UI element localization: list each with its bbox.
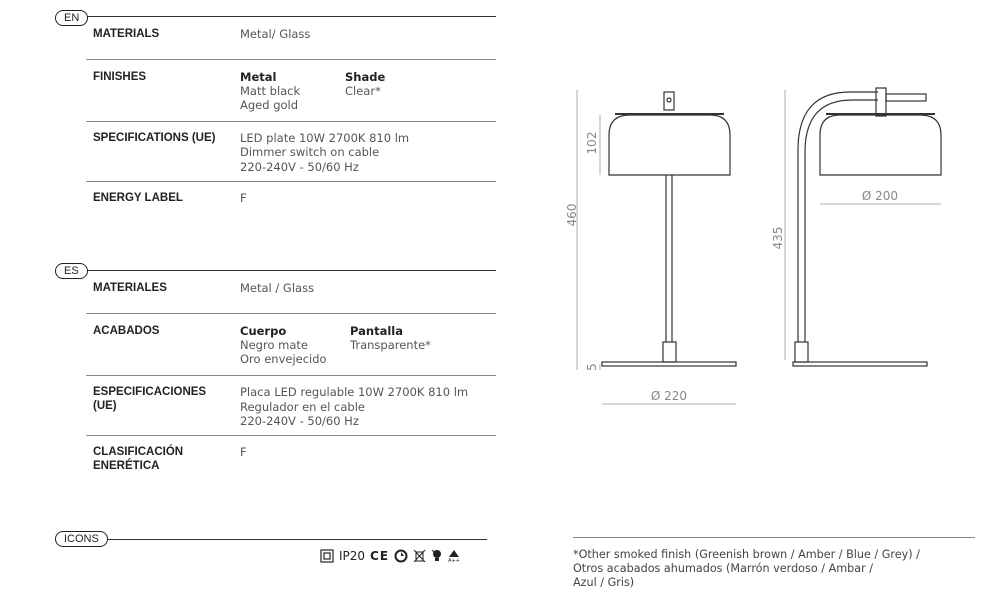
- finishes-shade-item: Clear*: [345, 84, 381, 98]
- footnote-line-text: Otros acabados ahumados (Marrón verdoso / Ambar /: [573, 562, 874, 575]
- materiales-value: Metal / Glass: [240, 281, 315, 295]
- side-base-collar: [795, 342, 808, 362]
- lamp-technical-drawing: [560, 80, 980, 410]
- es-divider-1: [86, 313, 496, 314]
- front-view: [602, 92, 736, 366]
- finishes-metal-item: Matt black: [240, 84, 301, 98]
- dim-460-text: 460: [565, 203, 579, 227]
- dimmable-bulb-icon: [431, 549, 443, 563]
- double-insulation-icon: [320, 549, 334, 563]
- dim-200-text: Ø 200: [861, 189, 899, 203]
- en-section-tag: EN: [55, 10, 88, 26]
- spec-line: 220-240V - 50/60 Hz: [240, 160, 359, 174]
- en-header-line: [70, 16, 496, 17]
- materials-label: MATERIALS: [93, 28, 160, 40]
- acabados-label: ACABADOS: [93, 325, 160, 337]
- en-divider-3: [86, 181, 496, 182]
- especificacion-line: Regulador en el cable: [240, 400, 365, 414]
- recycle-icon: [394, 549, 408, 563]
- energy-class-icon: [448, 548, 460, 564]
- footnote-line-text: Azul / Gris): [573, 576, 635, 589]
- side-arm-outer: [798, 92, 878, 342]
- especificacion-line: Placa LED regulable 10W 2700K 810 lm: [240, 385, 469, 399]
- front-shade: [609, 115, 730, 175]
- especificacion-line: 220-240V - 50/60 Hz: [240, 414, 359, 428]
- especificaciones-label: ESPECIFICACIONES: [93, 386, 207, 398]
- dim-5-text: 5: [585, 363, 599, 371]
- footnote-line-text: *Other smoked finish (Greenish brown / Amber / Blue / Grey) /: [573, 548, 920, 561]
- acabados-cuerpo-item: Negro mate: [240, 338, 308, 352]
- icons-section-tag: ICONS: [55, 531, 108, 547]
- materiales-label: MATERIALES: [93, 282, 167, 294]
- es-divider-2: [86, 375, 496, 376]
- finishes-label: FINISHES: [93, 71, 147, 83]
- en-divider-2: [86, 121, 496, 122]
- es-section-tag: ES: [55, 263, 88, 279]
- acabados-pantalla-heading: Pantalla: [350, 324, 403, 338]
- dim-435-text: 435: [771, 226, 785, 250]
- en-divider-1: [86, 59, 496, 60]
- spec-line: LED plate 10W 2700K 810 lm: [240, 131, 410, 145]
- certification-icons: [320, 548, 460, 564]
- front-base-plate: [602, 362, 736, 366]
- especificaciones-label: (UE): [93, 400, 117, 412]
- side-view: [793, 88, 941, 366]
- side-arm-inner: [805, 100, 878, 342]
- materials-value: Metal/ Glass: [240, 27, 311, 41]
- dim-220-text: Ø 220: [650, 389, 688, 403]
- front-knob-hole: [667, 98, 671, 102]
- acabados-cuerpo-heading: Cuerpo: [240, 324, 287, 338]
- finishes-metal-item: Aged gold: [240, 98, 299, 112]
- energy-class-small-text: A++: [448, 557, 460, 564]
- finishes-shade-heading: Shade: [345, 70, 386, 84]
- front-top-knob: [664, 92, 674, 110]
- es-divider-3: [86, 435, 496, 436]
- footnote: [573, 548, 958, 590]
- finishes-metal-heading: Metal: [240, 70, 277, 84]
- acabados-pantalla-item: Transparente*: [350, 338, 431, 352]
- icons-header-line: [95, 539, 487, 540]
- front-base-collar: [663, 342, 676, 362]
- acabados-cuerpo-item: Oro envejecido: [240, 352, 327, 366]
- side-base-plate: [793, 362, 927, 366]
- specifications-label: SPECIFICATIONS (UE): [93, 132, 216, 144]
- clasificacion-value: F: [240, 445, 247, 459]
- clasificacion-label: CLASIFICACIÓN: [93, 446, 184, 458]
- energy-value: F: [240, 191, 247, 205]
- weee-bin-icon: [413, 549, 426, 563]
- clasificacion-label: ENERÉTICA: [93, 460, 160, 472]
- front-dimensions: [577, 90, 736, 404]
- energy-label: ENERGY LABEL: [93, 192, 183, 204]
- footnote-line: [573, 537, 975, 538]
- side-shade: [820, 115, 941, 175]
- es-header-line: [70, 270, 496, 271]
- spec-line: Dimmer switch on cable: [240, 145, 380, 159]
- side-dimensions: [785, 90, 941, 360]
- ip-rating-text: IP20: [339, 549, 366, 563]
- side-top-bar: [886, 94, 926, 101]
- ce-mark-icon: CE: [370, 549, 390, 563]
- dim-102-text: 102: [585, 131, 599, 155]
